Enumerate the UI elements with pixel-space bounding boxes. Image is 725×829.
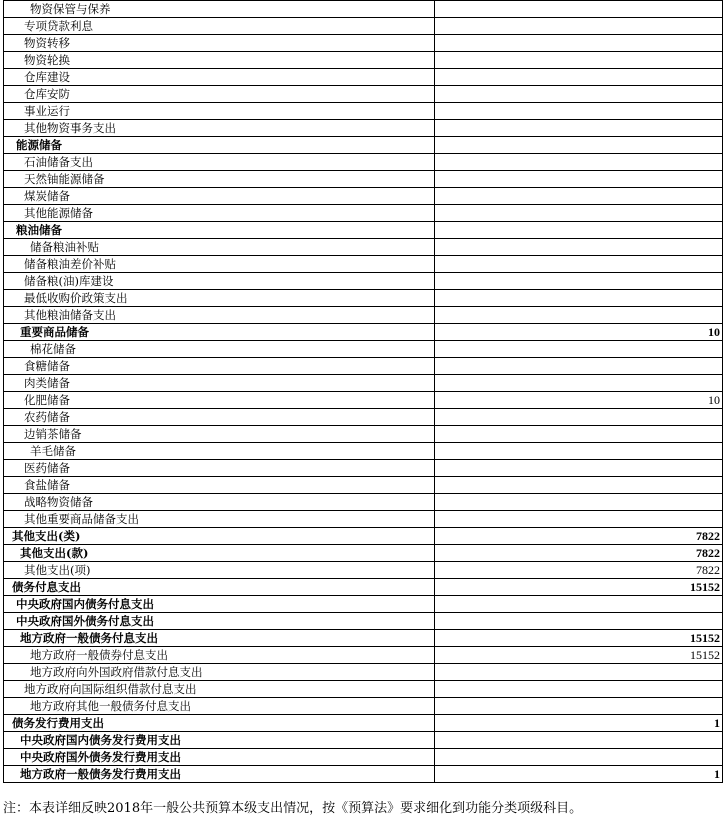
- budget-expenditure-table: [3, 0, 723, 783]
- item-name-cell: 农药储备: [4, 409, 435, 426]
- item-name-cell: 事业运行: [4, 103, 435, 120]
- item-name-cell: 地方政府一般债务发行费用支出: [4, 766, 435, 783]
- amount-cell: 10: [435, 324, 723, 341]
- item-name-cell: 债务付息支出: [4, 579, 435, 596]
- item-name-cell: 食盐储备: [4, 477, 435, 494]
- amount-cell: [435, 358, 723, 375]
- item-name-cell: 中央政府国外债务付息支出: [4, 613, 435, 630]
- amount-cell: [435, 613, 723, 630]
- item-name-cell: 医药储备: [4, 460, 435, 477]
- item-name-cell: 地方政府一般债务付息支出: [4, 630, 435, 647]
- amount-cell: [435, 477, 723, 494]
- item-name-cell: 其他能源储备: [4, 205, 435, 222]
- table-row: [4, 664, 723, 681]
- item-name-cell: 物资转移: [4, 35, 435, 52]
- amount-cell: 10: [435, 392, 723, 409]
- table-row: [4, 18, 723, 35]
- amount-cell: [435, 188, 723, 205]
- table-row: [4, 35, 723, 52]
- item-name-cell: 粮油储备: [4, 222, 435, 239]
- table-row: [4, 596, 723, 613]
- amount-cell: [435, 409, 723, 426]
- table-row: [4, 443, 723, 460]
- table-row: [4, 392, 723, 409]
- item-name-cell: 其他重要商品储备支出: [4, 511, 435, 528]
- amount-cell: [435, 239, 723, 256]
- table-row: [4, 426, 723, 443]
- amount-cell: 1: [435, 715, 723, 732]
- table-row: [4, 460, 723, 477]
- item-name-cell: 仓库建设: [4, 69, 435, 86]
- item-name-cell: 地方政府其他一般债务付息支出: [4, 698, 435, 715]
- item-name-cell: 债务发行费用支出: [4, 715, 435, 732]
- amount-cell: [435, 69, 723, 86]
- amount-cell: [435, 120, 723, 137]
- item-name-cell: 物资保管与保养: [4, 1, 435, 18]
- table-row: [4, 324, 723, 341]
- item-name-cell: 仓库安防: [4, 86, 435, 103]
- table-row: [4, 698, 723, 715]
- item-name-cell: 其他支出(项): [4, 562, 435, 579]
- table-row: [4, 1, 723, 18]
- item-name-cell: 能源储备: [4, 137, 435, 154]
- amount-cell: 1: [435, 766, 723, 783]
- item-name-cell: 最低收购价政策支出: [4, 290, 435, 307]
- table-row: [4, 494, 723, 511]
- table-body: [4, 1, 723, 783]
- amount-cell: [435, 664, 723, 681]
- table-row: [4, 511, 723, 528]
- amount-cell: [435, 307, 723, 324]
- table-row: [4, 613, 723, 630]
- table-row: [4, 290, 723, 307]
- table-row: [4, 137, 723, 154]
- table-row: [4, 681, 723, 698]
- amount-cell: [435, 375, 723, 392]
- item-name-cell: 专项贷款利息: [4, 18, 435, 35]
- item-name-cell: 重要商品储备: [4, 324, 435, 341]
- item-name-cell: 其他支出(款): [4, 545, 435, 562]
- table-row: [4, 52, 723, 69]
- amount-cell: [435, 273, 723, 290]
- item-name-cell: 储备粮油补贴: [4, 239, 435, 256]
- amount-cell: [435, 18, 723, 35]
- amount-cell: [435, 222, 723, 239]
- amount-cell: [435, 137, 723, 154]
- item-name-cell: 食糖储备: [4, 358, 435, 375]
- table-row: [4, 341, 723, 358]
- table-row: [4, 222, 723, 239]
- amount-cell: [435, 205, 723, 222]
- amount-cell: [435, 103, 723, 120]
- amount-cell: [435, 171, 723, 188]
- item-name-cell: 战略物资储备: [4, 494, 435, 511]
- table-row: [4, 545, 723, 562]
- amount-cell: [435, 443, 723, 460]
- table-row: [4, 647, 723, 664]
- amount-cell: 7822: [435, 545, 723, 562]
- amount-cell: [435, 52, 723, 69]
- table-row: [4, 205, 723, 222]
- table-row: [4, 256, 723, 273]
- table-row: [4, 103, 723, 120]
- table-row: [4, 375, 723, 392]
- amount-cell: 15152: [435, 630, 723, 647]
- table-row: [4, 749, 723, 766]
- amount-cell: [435, 86, 723, 103]
- item-name-cell: 中央政府国外债务发行费用支出: [4, 749, 435, 766]
- item-name-cell: 边销茶储备: [4, 426, 435, 443]
- table-row: [4, 477, 723, 494]
- amount-cell: [435, 511, 723, 528]
- item-name-cell: 羊毛储备: [4, 443, 435, 460]
- item-name-cell: 化肥储备: [4, 392, 435, 409]
- amount-cell: [435, 341, 723, 358]
- item-name-cell: 中央政府国内债务发行费用支出: [4, 732, 435, 749]
- amount-cell: [435, 732, 723, 749]
- amount-cell: [435, 460, 723, 477]
- table-row: [4, 307, 723, 324]
- amount-cell: [435, 35, 723, 52]
- item-name-cell: 物资轮换: [4, 52, 435, 69]
- item-name-cell: 中央政府国内债务付息支出: [4, 596, 435, 613]
- table-row: [4, 358, 723, 375]
- amount-cell: 15152: [435, 579, 723, 596]
- table-row: [4, 766, 723, 783]
- table-row: [4, 154, 723, 171]
- amount-cell: 7822: [435, 528, 723, 545]
- item-name-cell: 其他物资事务支出: [4, 120, 435, 137]
- table-row: [4, 188, 723, 205]
- amount-cell: [435, 681, 723, 698]
- amount-cell: [435, 596, 723, 613]
- item-name-cell: 煤炭储备: [4, 188, 435, 205]
- table-row: [4, 69, 723, 86]
- amount-cell: 7822: [435, 562, 723, 579]
- amount-cell: [435, 698, 723, 715]
- table-row: [4, 86, 723, 103]
- item-name-cell: 地方政府向外国政府借款付息支出: [4, 664, 435, 681]
- amount-cell: [435, 290, 723, 307]
- item-name-cell: 其他粮油储备支出: [4, 307, 435, 324]
- amount-cell: [435, 749, 723, 766]
- table-row: [4, 715, 723, 732]
- table-row: [4, 120, 723, 137]
- item-name-cell: 储备粮(油)库建设: [4, 273, 435, 290]
- table-row: [4, 732, 723, 749]
- item-name-cell: 肉类储备: [4, 375, 435, 392]
- item-name-cell: 石油储备支出: [4, 154, 435, 171]
- table-row: [4, 630, 723, 647]
- item-name-cell: 储备粮油差价补贴: [4, 256, 435, 273]
- table-row: [4, 239, 723, 256]
- table-row: [4, 562, 723, 579]
- table-row: [4, 273, 723, 290]
- table-row: [4, 409, 723, 426]
- item-name-cell: 棉花储备: [4, 341, 435, 358]
- amount-cell: [435, 426, 723, 443]
- table-row: [4, 171, 723, 188]
- item-name-cell: 地方政府向国际组织借款付息支出: [4, 681, 435, 698]
- item-name-cell: 其他支出(类): [4, 528, 435, 545]
- item-name-cell: 地方政府一般债券付息支出: [4, 647, 435, 664]
- amount-cell: [435, 154, 723, 171]
- amount-cell: [435, 256, 723, 273]
- table-row: [4, 528, 723, 545]
- table-footnote: 注：本表详细反映2018年一般公共预算本级支出情况，按《预算法》要求细化到功能分类项级科目。: [3, 801, 583, 816]
- amount-cell: [435, 494, 723, 511]
- amount-cell: [435, 1, 723, 18]
- table-row: [4, 579, 723, 596]
- item-name-cell: 天然铀能源储备: [4, 171, 435, 188]
- amount-cell: 15152: [435, 647, 723, 664]
